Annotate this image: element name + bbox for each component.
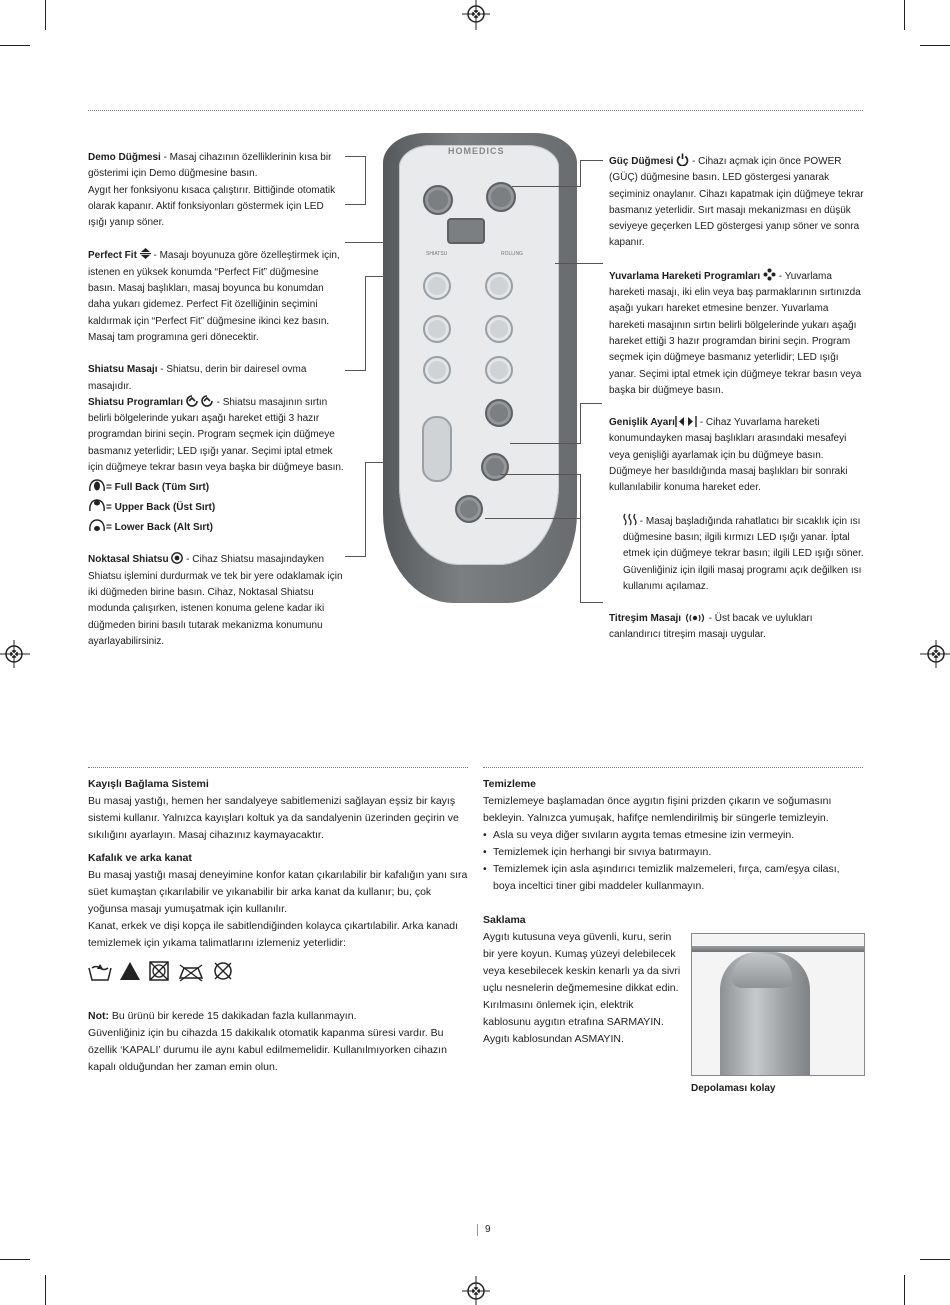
leader-line: [512, 186, 580, 187]
storage-text: Aygıtı kutusuna veya güvenli, kuru, serin bir yere koyun. Kumaş yüzeyi delebilecek veya kesebilecek keskin kenarlı ya da sivri uçlu nesnelerin değmemesine dikkat edin. Kırılmasını önlemek için, elektrik kablosunu aygıtın etrafına SARMAYIN. Aygıtı kablosundan ASMAYIN.: [483, 931, 681, 1045]
massager-headrest: [732, 954, 792, 988]
heat-description: [609, 513, 865, 595]
list-item: • Temizlemek için herhangi bir sıvıya batırmayın.: [483, 844, 865, 861]
care-symbols: [88, 960, 470, 986]
registration-mark-icon: [0, 638, 30, 670]
shiatsu-icon: [186, 395, 214, 407]
width-title: Genişlik Ayarı: [609, 417, 675, 429]
spot-shiatsu-description: [88, 552, 344, 650]
strap-text: Bu masaj yastığı, hemen her sandalyeye sabitlemenizi sağlayan eşsiz bir kayış sistemi kullanır. Yalnızca kayışları koltuk ya da sandalyenin üzerinden geçirin ve sıkılığını ayarlayın. Masaj cihazınız kaymayacaktır.: [88, 795, 459, 841]
demo-button[interactable]: [423, 185, 453, 215]
section-divider: [88, 110, 863, 111]
shiatsu-programs-title: Shiatsu Programları: [88, 396, 184, 408]
spot-shiatsu-rocker[interactable]: [422, 416, 452, 482]
crop-mark: [0, 1259, 30, 1260]
cleaning-title: Temizleme: [483, 778, 536, 790]
registration-mark-icon: [460, 0, 492, 30]
shiatsu-programs-text: - Shiatsu masajının sırtın belirli bölgelerinde yukarı aşağı hareket ettiği 3 hazır programdan birini seçin. Program seçmek için düğmeye basmanız yeterlidir; LED ışığı yanar. Seçimi iptal etmek için düğmeye tekrar basın veya başka bir düğmeye basın.: [88, 396, 344, 474]
remote-brand: HOMEDICS: [448, 146, 505, 156]
leader-line: [345, 370, 365, 371]
storage-photo: [691, 933, 865, 1076]
vibration-description: [609, 611, 865, 644]
leader-line: [345, 242, 367, 243]
full-back-shiatsu-button[interactable]: [423, 272, 451, 300]
lower-back-icon: [88, 519, 106, 532]
shiatsu-programs-description: [88, 395, 344, 476]
section-divider: [483, 767, 863, 768]
leader-line: [580, 403, 602, 404]
storage-caption: Depolaması kolay: [691, 1083, 776, 1094]
perfect-fit-icon: [140, 247, 151, 260]
rolling-title: Yuvarlama Hareketi Programları: [609, 270, 761, 282]
full-back-rolling-button[interactable]: [485, 272, 513, 300]
crop-mark: [920, 45, 950, 46]
note-paragraph: [88, 1008, 470, 1076]
head-text: Bu masaj yastığı masaj deneyimine konfor katan çıkarılabilir bir kafalığın yanı sıra süet kumaştan çıkarılabilir ve yıkanabilir bir arka kanat da kullanır; bu, çok yoğunsa masajı yumuşatmak için kullanılır.: [88, 869, 468, 915]
program-label: = Upper Back (Üst Sırt): [106, 502, 216, 514]
list-item: • Asla su veya diğer sıvıların aygıta temas etmesine izin vermeyin.: [483, 827, 865, 844]
right-feature-column: [609, 153, 865, 644]
spot-shiatsu-icon: [171, 552, 183, 564]
crop-mark: [45, 0, 46, 30]
leader-line: [485, 518, 580, 519]
note-text: Bu ürünü bir kerede 15 dakikadan fazla kullanmayın.: [109, 1010, 357, 1022]
remote-control-body: [383, 133, 577, 603]
rolling-programs-description: [609, 268, 865, 399]
care-symbols-row: [88, 960, 238, 982]
vibration-button[interactable]: [455, 495, 483, 523]
width-icon: [675, 416, 697, 427]
width-button[interactable]: [485, 399, 513, 427]
registration-mark-icon: [460, 1276, 492, 1305]
hand-wash-icon: [89, 964, 111, 980]
heat-button[interactable]: [481, 453, 509, 481]
strap-title: Kayışlı Bağlama Sistemi: [88, 778, 209, 790]
head-title: Kafalık ve arka kanat: [88, 852, 192, 864]
spot-title: Noktasal Shiatsu: [88, 554, 169, 566]
list-item: • Temizlemek için asla aşındırıcı temizlik malzemeleri, fırça, cam/eşya cilası, boya inceltici tiner gibi maddeler kullanmayın.: [483, 861, 865, 895]
storage-section: [483, 912, 683, 1048]
perfect-fit-title: Perfect Fit: [88, 250, 137, 262]
spot-text: - Cihaz Shiatsu masajındayken Shiatsu işlemini durdurmak ve tek bir yere odaklamak için iki düğmeden birine basın. Cihaz, Noktasal Shiatsu modunda çalışırken, istenen konuma gelene kadar iki düğmeden birini basılı tutarak mekanizma konumunu ayarlayabilirsiniz.: [88, 554, 343, 647]
demo-text-2: Aygıt her fonksiyonu kısaca çalıştırır. Bittiğinde otomatik olarak kapanır. Aktif fonksiyonları göstermek için LED ışığı yanıp söner.: [88, 184, 336, 229]
hanging-rod: [692, 946, 864, 952]
page-number: 9: [485, 1224, 491, 1235]
crop-mark: [904, 1275, 905, 1305]
perfect-fit-text: - Masajı boyunuza göre özelleştirmek için, istenen en yüksek konumda “Perfect Fit” düğmesine basın. Masaj başlıkları, masaj boyunca bu konumdan daha yukarı gidemez. Perfect Fit özelliğinin seçimini kaldırmak için “Perfect Fit” düğmesine ikinci kez basın. Masaj tam programına geri dönecektir.: [88, 250, 340, 343]
page-number-rule: [477, 1224, 478, 1236]
power-icon: [676, 153, 689, 166]
demo-text: - Masaj cihazının özelliklerinin kısa bir gösterimi için Demo düğmesine basın.: [88, 152, 332, 180]
upper-back-icon: [88, 499, 106, 512]
vibration-title: Titreşim Masajı: [609, 613, 682, 625]
cleaning-text: Temizlemeye başlamadan önce aygıtın fişini prizden çıkarın ve soğumasını bekleyin. Yalnızca yumuşak, hafifçe nemlendirilmiş bir süngerle temizleyin.: [483, 795, 832, 824]
upper-back-shiatsu-button[interactable]: [423, 315, 451, 343]
storage-title: Saklama: [483, 914, 526, 926]
program-label: = Full Back (Tüm Sırt): [106, 482, 210, 494]
crop-mark: [904, 0, 905, 30]
upper-back-rolling-button[interactable]: [485, 315, 513, 343]
leader-line: [580, 474, 603, 603]
vibration-text: - Üst bacak ve uylukları canlandırıcı titreşim masajı uygular.: [609, 613, 813, 641]
full-back-icon: [88, 479, 106, 492]
shiatsu-label: SHIATSU: [426, 251, 448, 257]
width-text: - Cihaz Yuvarlama hareketi konumundayken masaj başlıkları arasındaki mesafeyi veya genişliği ayarlamak için bu düğmeye basın. Düğmeye her basıldığında masaj başlıkları bir sonraki kullanılabilir konuma hareket eder.: [609, 417, 848, 494]
section-divider: [88, 767, 468, 768]
heat-icon: [623, 513, 637, 526]
heat-text: - Masaj başladığında rahatlatıcı bir sıcaklık için ısı düğmesine basın; ilgili kırmızı LED ışığı yanar. İptal etmek için düğmeye tekrar basın; ilgili LED ışığı söner. Güvenliğiniz için ilgili masaj programı açık değilken ısı kullanımı açılamaz.: [623, 515, 864, 592]
crop-mark: [920, 1259, 950, 1260]
leader-line: [345, 556, 365, 557]
lower-back-rolling-button[interactable]: [485, 356, 513, 384]
leader-line: [345, 156, 366, 205]
bottom-left-column: [88, 776, 470, 1076]
rolling-text: - Yuvarlama hareketi masajı, iki elin veya baş parmaklarının sırtınızda aşağı yukarı hareket etmesine benzer. Yuvarlama hareketi masajının sırtın belirli bölgelerinde yukarı aşağı hareket ettiği 3 hazır programdan birini seçin. Program seçmek için düğmeye basmanız yeterlidir; LED ışığı yanar. Seçimi iptal etmek için düğmeye tekrar basın veya başka bir düğmeye basın.: [609, 270, 862, 396]
perfect-fit-description: [88, 247, 344, 346]
program-lower-back: [88, 518, 344, 538]
no-tumble-dry-icon: [150, 962, 168, 980]
program-label: = Lower Back (Alt Sırt): [106, 522, 213, 534]
no-dry-clean-icon: [215, 963, 231, 979]
rolling-label: ROLLING: [501, 251, 523, 257]
leader-line: [500, 474, 580, 475]
bleach-triangle-icon: [120, 962, 140, 980]
demo-button-description: [88, 150, 344, 231]
shiatsu-title: Shiatsu Masajı: [88, 364, 158, 376]
cleaning-section: [483, 776, 865, 895]
registration-mark-icon: [920, 638, 950, 670]
left-feature-column: [88, 150, 344, 650]
program-list: [88, 478, 344, 538]
program-upper-back: [88, 498, 344, 518]
leader-line: [510, 403, 581, 444]
lower-back-shiatsu-button[interactable]: [423, 356, 451, 384]
program-full-back: [88, 478, 344, 498]
shiatsu-text: - Shiatsu, derin bir dairesel ovma masajıdır.: [88, 364, 307, 392]
demo-title: Demo Düğmesi: [88, 152, 161, 163]
power-title: Güç Düğmesi: [609, 156, 674, 167]
crop-mark: [0, 45, 30, 46]
leader-line: [580, 160, 603, 187]
no-iron-icon: [180, 965, 202, 981]
power-button-description: [609, 153, 865, 252]
note-title: Not:: [88, 1010, 109, 1022]
power-text: - Cihazı açmak için önce POWER (GÜÇ) düğmesine basın. LED göstergesi yanarak seçiminiz onaylanır. Cihazı kapatmak için düğmeye tekrar basmanız yeterlidir. Sırt masajı mekanizması en düşük seviyeye geçerken LED göstergesi yanıp söner ve sonra kapanır.: [609, 156, 864, 249]
leader-line: [555, 263, 603, 264]
rolling-icon: [763, 268, 776, 281]
note-text-2: Güvenliğiniz için bu cihazda 15 dakikalık otomatik kapanma süresi vardır. Bu özellik ‘KAPALI’ durumu ile aynı kabul edilmemelidir. Kullanılmıyorken cihazın kapalı olduğundan her zaman emin olun.: [88, 1027, 447, 1073]
width-adjust-description: [609, 415, 865, 496]
shiatsu-description: [88, 362, 344, 395]
cleaning-bullets: [483, 827, 865, 895]
head-text-2: Kanat, erkek ve dişi kopça ile sabitlendiğinden kolayca çıkartılabilir. Arka kanadı temizlemek için yıkama talimatlarını izlemeniz yeterlidir:: [88, 920, 459, 949]
crop-mark: [45, 1275, 46, 1305]
vibration-icon: [684, 613, 706, 623]
perfect-fit-button[interactable]: [447, 218, 485, 244]
